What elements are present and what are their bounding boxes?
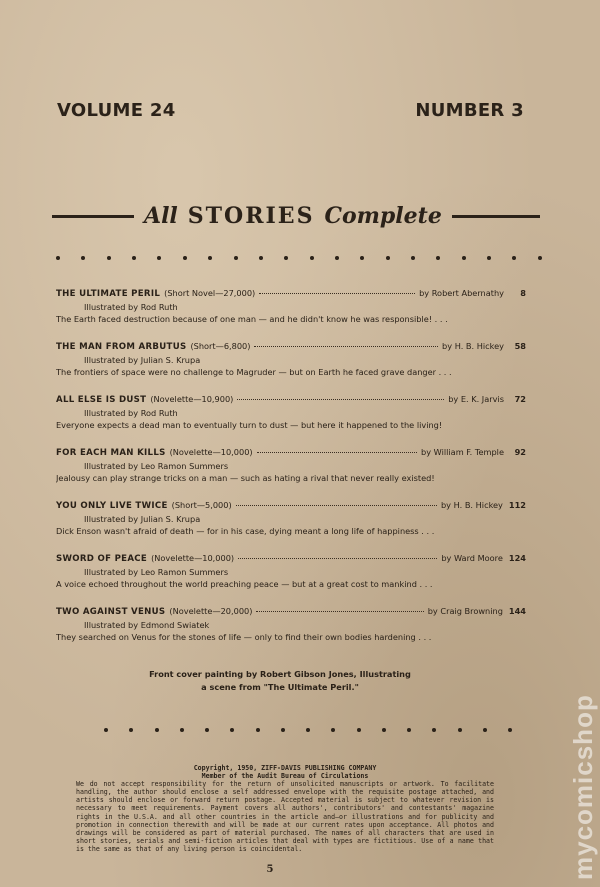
cover-credit	[0, 668, 600, 693]
dot-leader	[237, 399, 444, 400]
story-title: SWORD OF PEACE	[56, 554, 148, 564]
story-page: 58	[514, 341, 526, 351]
story-description: Everyone expects a dead man to eventually turn to dust — but here it happened to the living!	[56, 420, 443, 430]
story-author: by E. K. Jarvis	[448, 394, 504, 404]
story-description: The frontiers of space were no challenge to Magruder — but on Earth he faced grave danger . . .	[56, 367, 452, 377]
story-page: 92	[514, 447, 526, 457]
story-page: 72	[514, 394, 526, 404]
story-page: 8	[520, 288, 526, 298]
heading-rule-right	[452, 215, 540, 218]
toc-entry	[56, 605, 526, 658]
story-description: A voice echoed throughout the world preaching peace — but at a great cost to mankind . . .	[56, 579, 433, 589]
story-title: THE MAN FROM ARBUTUS	[56, 342, 187, 352]
dot-leader	[236, 505, 437, 506]
cover-credit-line2: a scene from "The Ultimate Peril."	[201, 681, 359, 692]
toc-entry	[56, 552, 526, 605]
story-length: (Short—5,000)	[171, 500, 232, 510]
story-length: (Short Novel—27,000)	[164, 288, 256, 298]
story-illustrator: Illustrated by Rod Ruth	[84, 301, 178, 312]
dot-leader	[257, 452, 417, 453]
toc-entry	[56, 340, 526, 393]
toc-entry	[56, 499, 526, 552]
watermark-text: mycomicshop	[568, 694, 598, 880]
story-page: 124	[508, 553, 526, 563]
heading-rule-left	[52, 215, 134, 218]
toc-entry	[56, 287, 526, 340]
story-title: THE ULTIMATE PERIL	[56, 289, 161, 299]
story-description: Dick Enson wasn't afraid of death — for in his case, dying meant a long life of happiness . . .	[56, 526, 435, 536]
story-title: YOU ONLY LIVE TWICE	[56, 501, 168, 511]
dot-leader	[259, 293, 415, 294]
story-author: by Craig Browning	[427, 606, 503, 616]
story-author: by H. B. Hickey	[440, 500, 503, 510]
dot-leader	[256, 611, 423, 612]
toc-entry	[56, 446, 526, 499]
table-of-contents	[56, 287, 526, 658]
story-page: 112	[508, 500, 526, 510]
heading-script-all: All	[144, 203, 178, 229]
copyright-line: Copyright, 1950, ZIFF-DAVIS PUBLISHING COMPANY	[193, 764, 377, 772]
story-author: by William F. Temple	[421, 447, 504, 457]
legal-body: We do not accept responsibility for the return of unsolicited manuscripts or artwork. To facilitate handling, the author should enclose a self addressed envelope with the requisite postage attached, and artists should enclose or forward return postage. Accepted material is subject to whatever revision is necessary to meet requirements. Payment covers all authors', contributors' and contestants' magazine rights in the U.S.A. and all other countries in the article and—or illustrations and for publicity and promotion in connection therewith and will be made at our current rates upon acceptance. All photos and drawings will be considered as part of material purchased. The names of all characters that are used in short stories, serials and semi-fiction articles that deal with types are fictitious. Use of a name that is the same as that of any living person is coincidental.	[76, 780, 494, 853]
page-number: 5	[266, 864, 274, 875]
story-description: The Earth faced destruction because of one man — and he didn't know he was responsible! . . .	[56, 314, 448, 324]
story-illustrator: Illustrated by Leo Ramon Summers	[84, 566, 229, 577]
story-length: (Short—6,800)	[190, 341, 251, 351]
story-page: 144	[508, 606, 526, 616]
story-illustrator: Illustrated by Leo Ramon Summers	[84, 460, 229, 471]
story-length: (Novelette—10,000)	[151, 553, 235, 563]
story-length: (Novelette—10,900)	[150, 394, 234, 404]
heading-script-complete: Complete	[324, 203, 442, 229]
story-length: (Novelette—10,000)	[169, 447, 253, 457]
story-illustrator: Illustrated by Julian S. Krupa	[84, 354, 201, 365]
heading-stories: STORIES	[187, 203, 315, 229]
story-description: They searched on Venus for the stones of life — only to find their own bodies hardening . . .	[56, 632, 432, 642]
dot-divider-bottom	[104, 728, 512, 732]
story-author: by H. B. Hickey	[442, 341, 504, 351]
story-illustrator: Illustrated by Edmond Swiatek	[84, 619, 210, 630]
story-title: FOR EACH MAN KILLS	[56, 448, 166, 458]
audit-bureau-line: Member of the Audit Bureau of Circulations	[201, 772, 369, 781]
story-author: by Robert Abernathy	[419, 288, 504, 298]
cover-credit-line1: Front cover painting by Robert Gibson Jones, Illustrating	[149, 669, 411, 679]
toc-entry	[56, 393, 526, 446]
story-illustrator: Illustrated by Julian S. Krupa	[84, 513, 201, 524]
dot-divider-top	[56, 256, 542, 260]
section-heading	[52, 196, 540, 236]
legal-notice	[76, 764, 494, 853]
story-length: (Novelette—20,000)	[169, 606, 253, 616]
volume-label: VOLUME 24	[57, 100, 176, 121]
story-description: Jealousy can play strange tricks on a man — such as hating a rival that never really existed!	[56, 473, 435, 483]
story-author: by Ward Moore	[441, 553, 503, 563]
story-illustrator: Illustrated by Rod Ruth	[84, 407, 178, 418]
story-title: ALL ELSE IS DUST	[56, 395, 147, 405]
number-label: NUMBER 3	[415, 100, 524, 121]
dot-leader	[254, 346, 438, 347]
story-title: TWO AGAINST VENUS	[56, 607, 166, 617]
issue-header	[57, 100, 524, 121]
dot-leader	[238, 558, 437, 559]
